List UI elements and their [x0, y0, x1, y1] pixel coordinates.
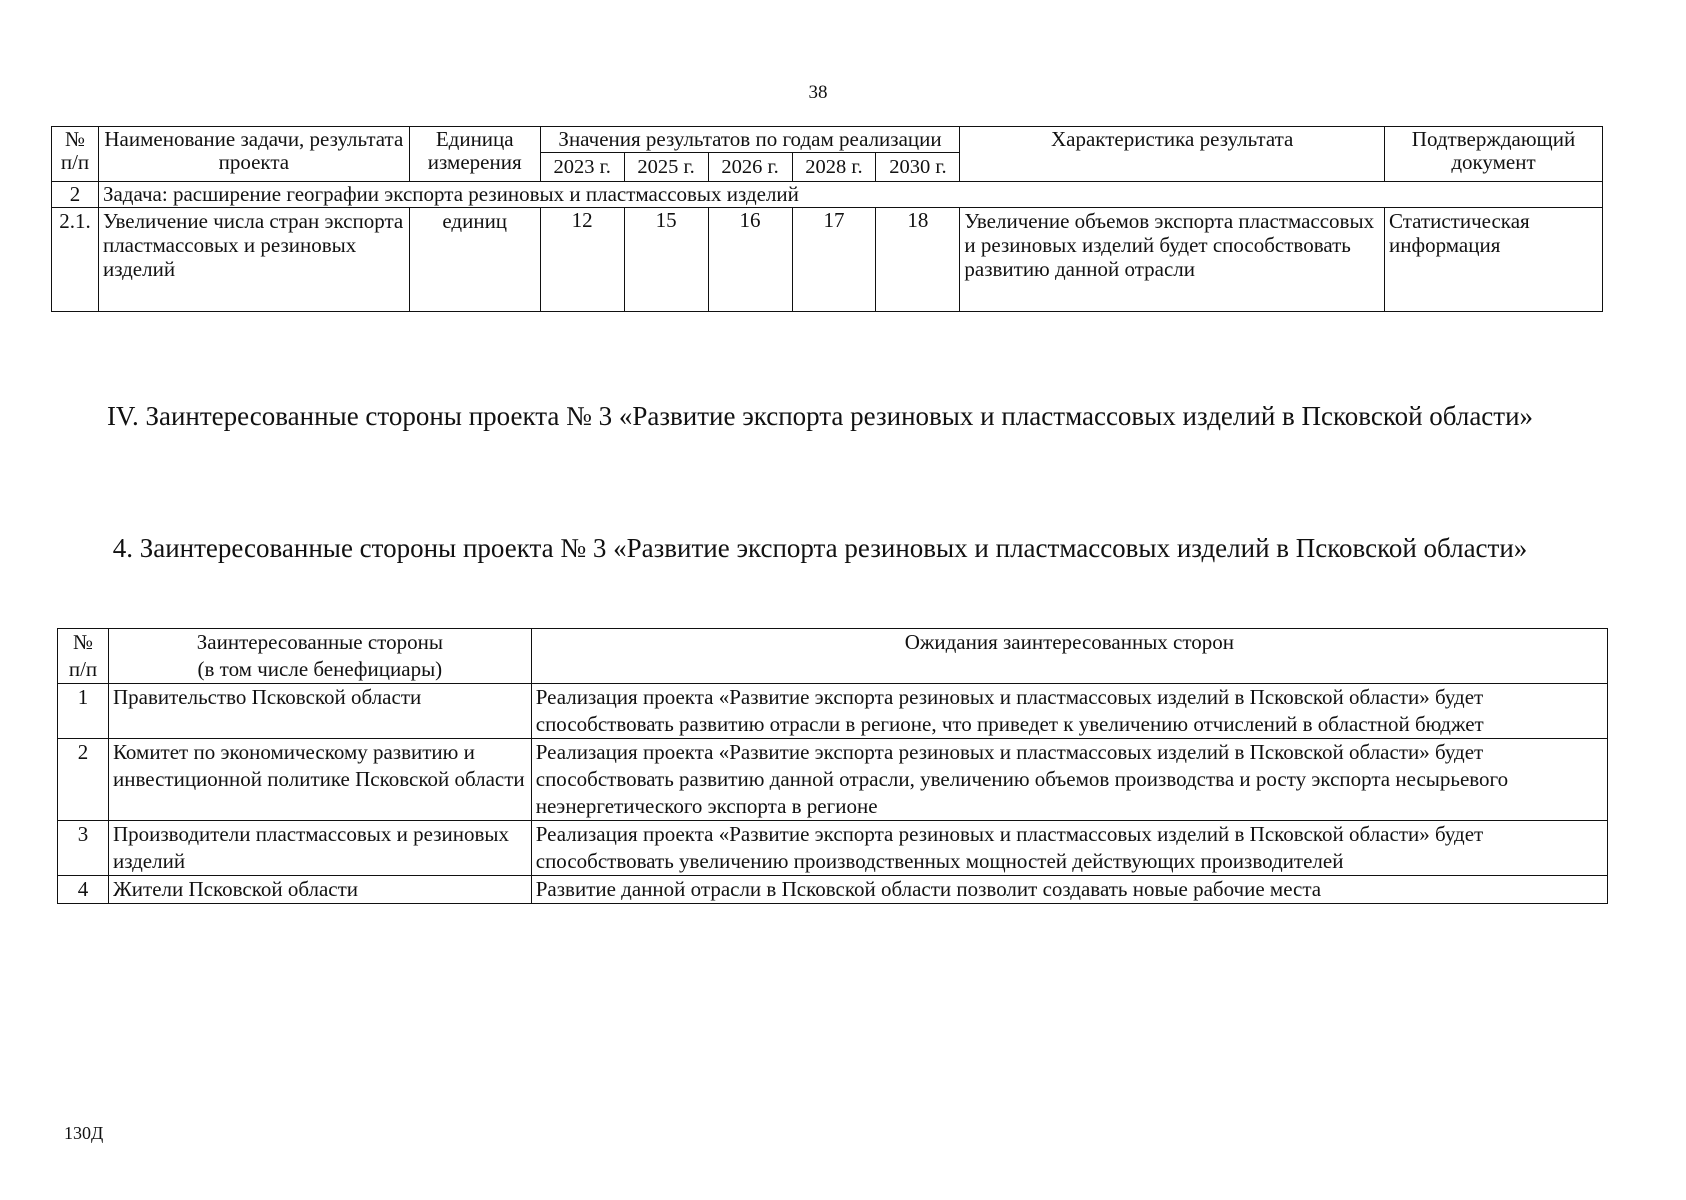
stakeholders-table [57, 628, 1608, 904]
row-party: Жители Псковской области [108, 876, 531, 904]
row-expectation: Развитие данной отрасли в Псковской области позволит создавать новые рабочие места [531, 876, 1607, 904]
header-unit: Единица измерения [409, 127, 540, 182]
header-characteristic: Характеристика результата [960, 127, 1385, 182]
header-party-line2: (в том числе бенефициары) [197, 657, 443, 681]
row-num: 2 [58, 739, 109, 821]
row-value: 12 [540, 208, 624, 312]
subsection-heading: 4. Заинтересованные стороны проекта № 3 «Развитие экспорта резиновых и пластмассовых изделий в Псковской области» [112, 533, 1528, 563]
task-num: 2 [52, 182, 99, 208]
row-name: Увеличение числа стран экспорта пластмассовых и резиновых изделий [98, 208, 409, 312]
table-row [52, 208, 1603, 312]
task-row [52, 182, 1603, 208]
results-header-row [52, 127, 1603, 153]
stakeholders-header-row [58, 629, 1608, 684]
row-expectation: Реализация проекта «Развитие экспорта резиновых и пластмассовых изделий в Псковской области» будет способствовать развитию данной отрасли, увеличению объемов производства и росту экспорта несырьевого неэнергетического экспорта в регионе [531, 739, 1607, 821]
row-num: 2.1. [52, 208, 99, 312]
row-expectation: Реализация проекта «Развитие экспорта резиновых и пластмассовых изделий в Псковской области» будет способствовать увеличению производственных мощностей действующих производителей [531, 821, 1607, 876]
header-document: Подтверждающий документ [1384, 127, 1602, 182]
header-expectations: Ожидания заинтересованных сторон [531, 629, 1607, 684]
row-value: 16 [708, 208, 792, 312]
row-document: Статистическая информация [1384, 208, 1602, 312]
header-year: 2030 г. [876, 153, 960, 182]
row-num: 3 [58, 821, 109, 876]
row-num: 4 [58, 876, 109, 904]
row-value: 18 [876, 208, 960, 312]
header-party [108, 629, 531, 684]
table-row [58, 684, 1608, 739]
header-name: Наименование задачи, результата проекта [98, 127, 409, 182]
results-table [51, 126, 1603, 312]
row-party: Производители пластмассовых и резиновых изделий [108, 821, 531, 876]
row-value: 15 [624, 208, 708, 312]
header-num: № п/п [58, 629, 109, 684]
row-num: 1 [58, 684, 109, 739]
row-party: Правительство Псковской области [108, 684, 531, 739]
row-expectation: Реализация проекта «Развитие экспорта резиновых и пластмассовых изделий в Псковской области» будет способствовать развитию отрасли в регионе, что приведет к увеличению отчислений в областной бюджет [531, 684, 1607, 739]
header-year: 2025 г. [624, 153, 708, 182]
section-heading: IV. Заинтересованные стороны проекта № 3 «Развитие экспорта резиновых и пластмассовых изделий в Псковской области» [106, 401, 1534, 431]
header-party-line1: Заинтересованные стороны [196, 630, 443, 654]
header-year: 2028 г. [792, 153, 876, 182]
row-unit: единиц [409, 208, 540, 312]
row-party: Комитет по экономическому развитию и инвестиционной политике Псковской области [108, 739, 531, 821]
page-number: 38 [808, 82, 828, 103]
row-characteristic: Увеличение объемов экспорта пластмассовых и резиновых изделий будет способствовать развитию данной отрасли [960, 208, 1385, 312]
header-values-group: Значения результатов по годам реализации [540, 127, 960, 153]
row-value: 17 [792, 208, 876, 312]
table-row [58, 821, 1608, 876]
header-year: 2023 г. [540, 153, 624, 182]
header-num: № п/п [52, 127, 99, 182]
footer-code: 130Д [64, 1123, 104, 1143]
table-row [58, 876, 1608, 904]
task-text: Задача: расширение географии экспорта резиновых и пластмассовых изделий [98, 182, 1602, 208]
table-row [58, 739, 1608, 821]
header-year: 2026 г. [708, 153, 792, 182]
